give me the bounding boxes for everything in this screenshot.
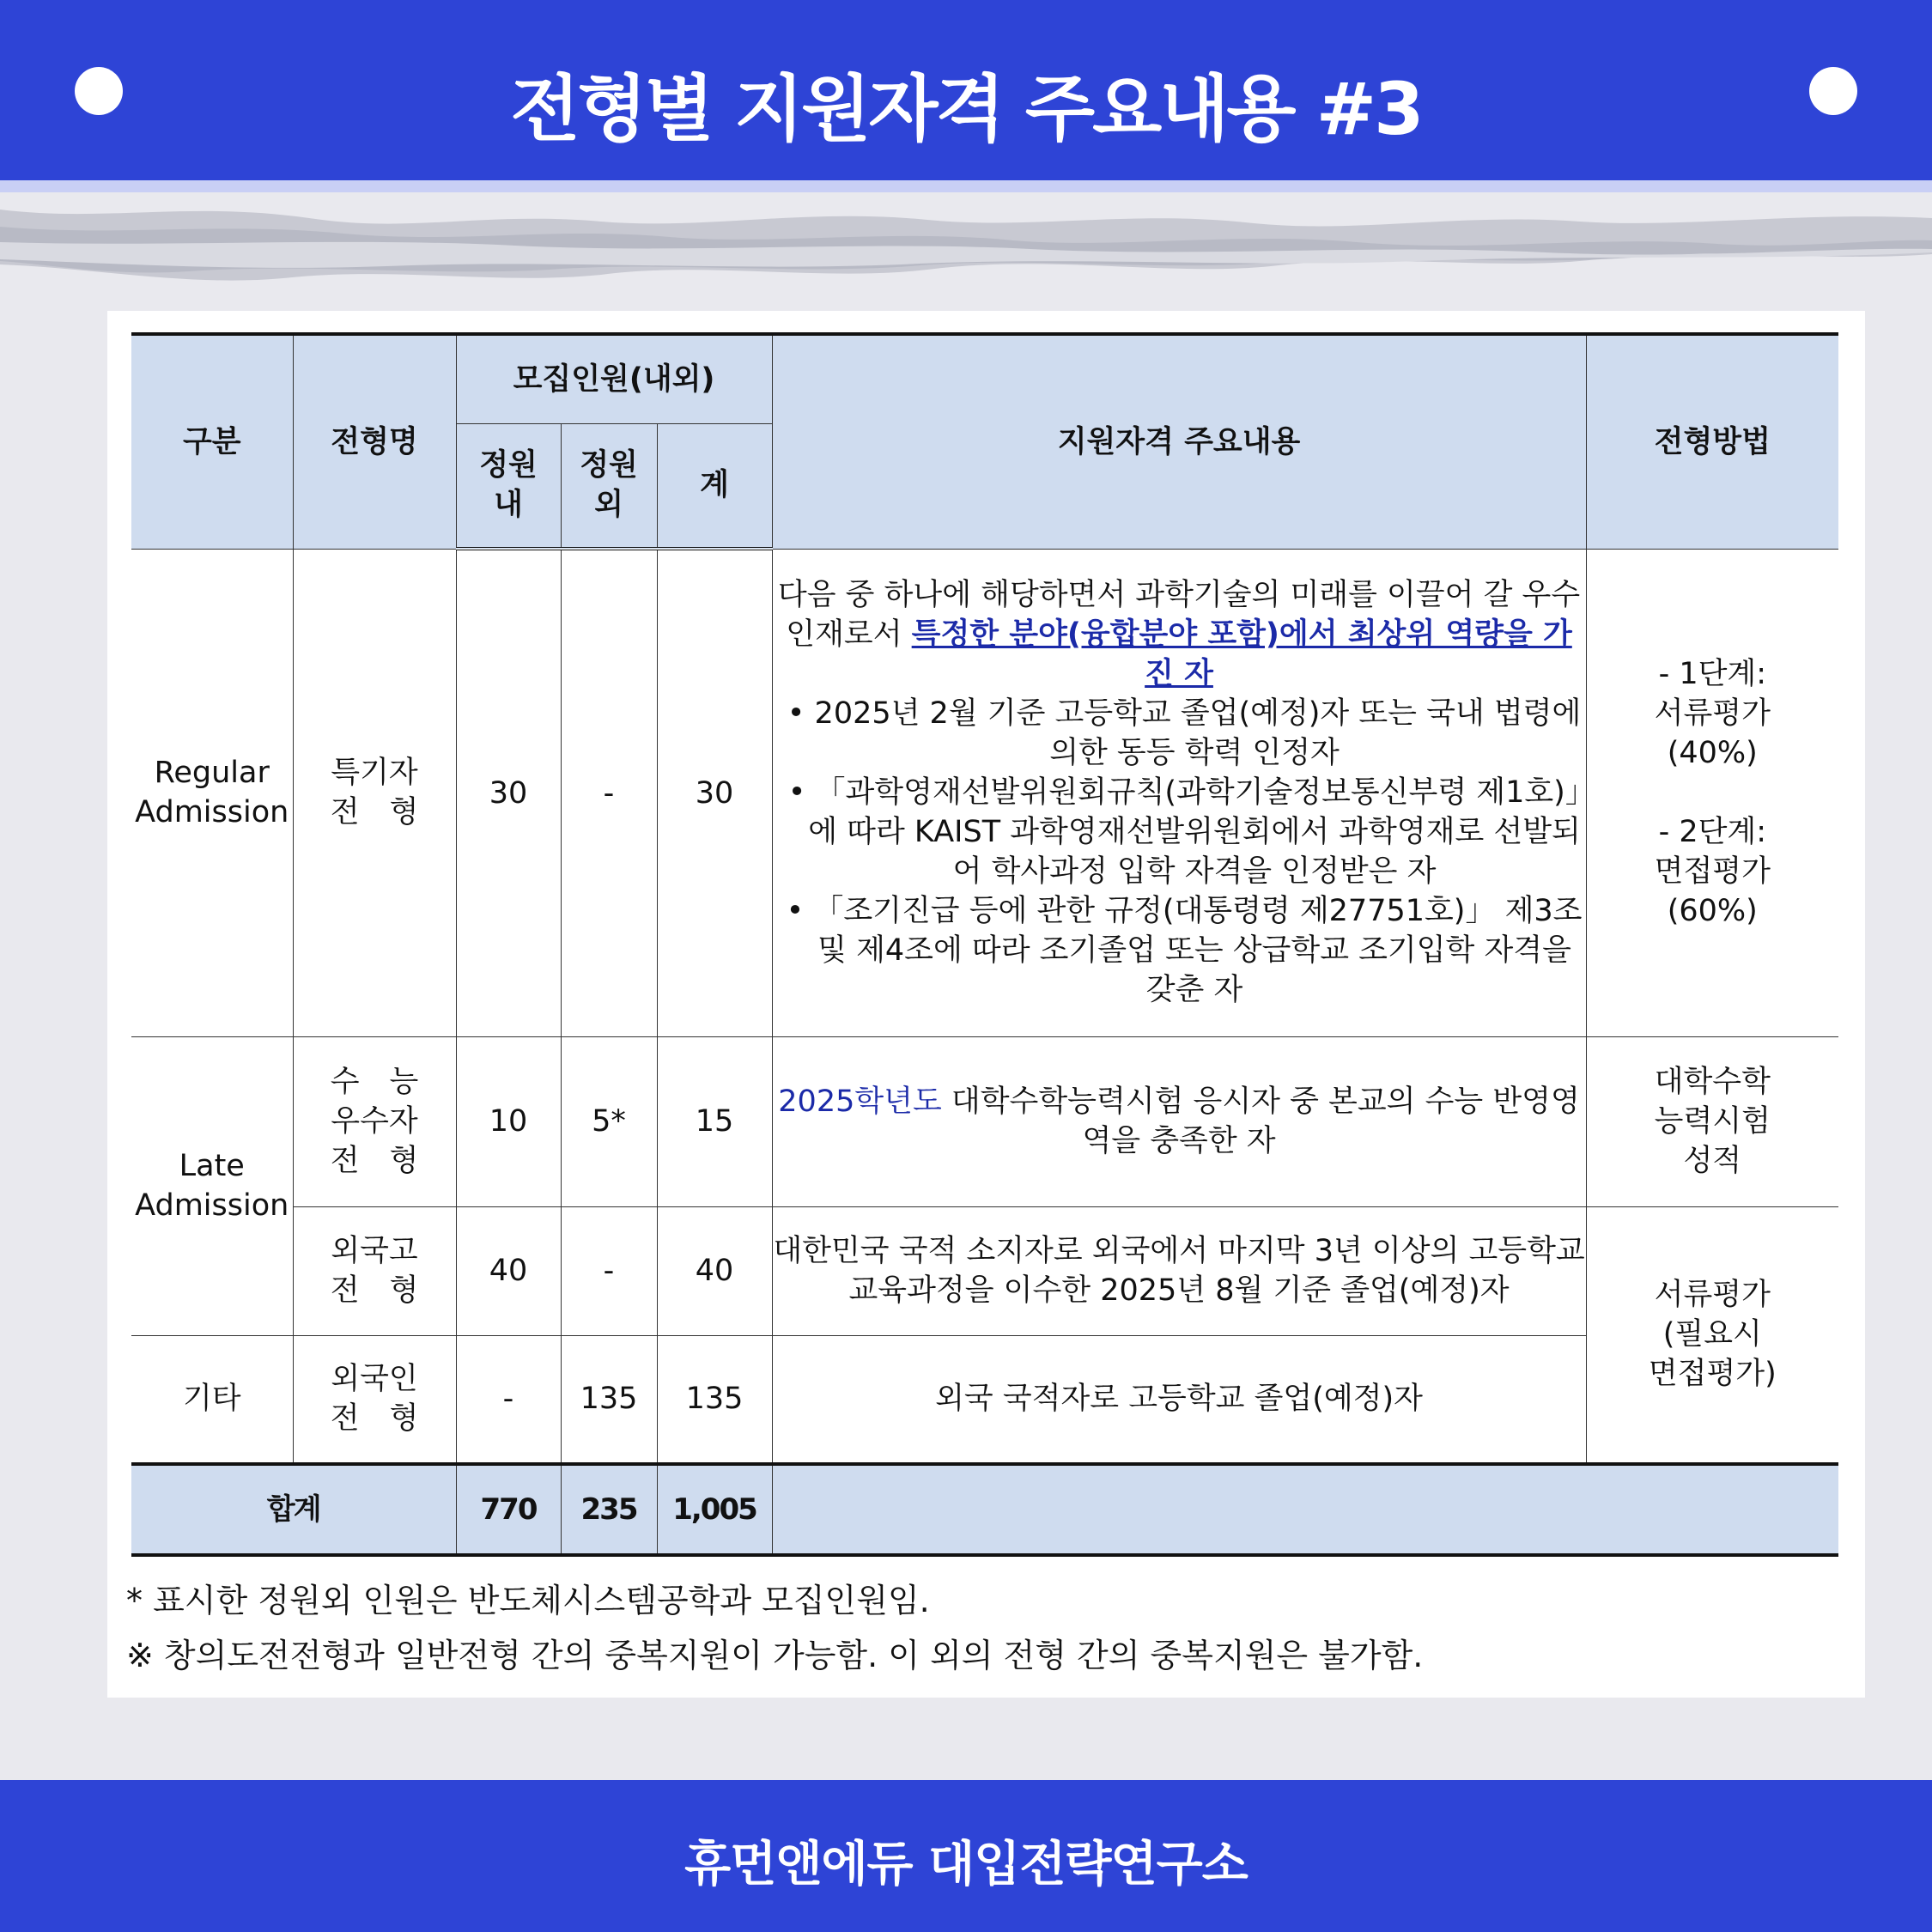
admission-table — [131, 332, 1838, 1557]
qual-year: 2025학년도 — [778, 1084, 942, 1119]
total-quota-total: 1,005 — [657, 1464, 772, 1555]
row-quota-total: 135 — [657, 1335, 772, 1464]
torn-paper-decoration — [0, 192, 1932, 304]
header-quota-group: 모집인원(내외) — [456, 334, 772, 423]
header-bar — [0, 0, 1932, 180]
qual-highlight: 특정한 분야(융합분야 포함)에서 최상위 역량을 가진 자 — [911, 617, 1572, 691]
qual-bullet: 「과학영재선발위원회규칙(과학기술정보통신부령 제1호)」에 따라 KAIST 과학영재선발위원회에서 과학영재로 선발되어 학사과정 입학 자격을 인정받은 자 — [808, 775, 1581, 889]
header-quota-in: 정원 내 — [456, 423, 561, 549]
footer-bar — [0, 1780, 1932, 1932]
qual-bullet: 「조기진급 등에 관한 규정(대통령령 제27751호)」 제3조 및 제4조에 따라 조기졸업 또는 상급학교 조기입학 자격을 갖춘 자 — [813, 894, 1583, 1007]
row-category: Late Admission — [131, 1036, 293, 1335]
row-quota-out: - — [561, 1206, 657, 1335]
header-category: 구분 — [131, 334, 293, 549]
row-qualification: 외국 국적자로 고등학교 졸업(예정)자 — [772, 1335, 1586, 1464]
row-track: 특기자 전 형 — [293, 549, 456, 1036]
total-quota-out: 235 — [561, 1464, 657, 1555]
row-category: 기타 — [131, 1335, 293, 1464]
row-qualification: 다음 중 하나에 해당하면서 과학기술의 미래를 이끌어 갈 우수인재로서 특정한 분야(융합분야 포함)에서 최상위 역량을 가진 자 • 2025년 2월 기준 고등학교 졸업(예정)자 또는 국내 법령에 의한 동등 학력 인정자 • 「과학영재선발위원회규칙(과학기술정보통신부령 제1호)」에 따라 KAIST 과학영재선발위원회에서 과학영재로 선발되어 학사과정 입학 자격을 인정받은 자 • 「조기진급 등에 관한 규정(대통령령 제27751호)」 제3조 및 제4조에 따라 조기졸업 또는 상급학교 조기입학 자격을 갖춘 자 — [772, 549, 1586, 1036]
header-strip — [0, 180, 1932, 192]
row-method: - 1단계: 서류평가 (40%) - 2단계: 면접평가 (60%) — [1586, 549, 1838, 1036]
row-track: 수 능 우수자 전 형 — [293, 1036, 456, 1206]
table-row — [131, 1206, 1838, 1335]
row-track: 외국인 전 형 — [293, 1335, 456, 1464]
row-quota-total: 15 — [657, 1036, 772, 1206]
row-quota-in: 30 — [456, 549, 561, 1036]
footnote: * 표시한 정원외 인원은 반도체시스템공학과 모집인원임. — [126, 1582, 930, 1619]
row-quota-total: 40 — [657, 1206, 772, 1335]
row-quota-out: 5* — [561, 1036, 657, 1206]
page-title: 전형별 지원자격 주요내용 #3 — [510, 67, 1422, 151]
row-quota-out: - — [561, 549, 657, 1036]
table-row — [131, 549, 1838, 1036]
row-quota-in: 10 — [456, 1036, 561, 1206]
row-quota-total: 30 — [657, 549, 772, 1036]
row-quota-in: 40 — [456, 1206, 561, 1335]
table-row — [131, 1036, 1838, 1206]
row-quota-in: - — [456, 1335, 561, 1464]
footnotes — [126, 1573, 1844, 1683]
header-track: 전형명 — [293, 334, 456, 549]
total-label: 합계 — [131, 1464, 456, 1555]
decorative-dot-right — [1809, 67, 1857, 115]
qual-intro: 다음 중 하나에 해당하면서 과학기술의 미래를 이끌어 갈 우수인재로서 — [777, 578, 1581, 652]
row-category: Regular Admission — [131, 549, 293, 1036]
row-method: 대학수학 능력시험 성적 — [1586, 1036, 1838, 1206]
row-track: 외국고 전 형 — [293, 1206, 456, 1335]
content-panel — [107, 311, 1865, 1698]
header-quota-total: 계 — [657, 423, 772, 549]
total-quota-in: 770 — [456, 1464, 561, 1555]
footnote: ※ 창의도전전형과 일반전형 간의 중복지원이 가능함. 이 외의 전형 간의 중복지원은 불가함. — [126, 1637, 1424, 1674]
row-method: 서류평가 (필요시 면접평가) — [1586, 1206, 1838, 1464]
header-qualification: 지원자격 주요내용 — [772, 334, 1586, 549]
qual-text: 대학수학능력시험 응시자 중 본교의 수능 반영영역을 충족한 자 — [941, 1084, 1580, 1158]
row-quota-out: 135 — [561, 1335, 657, 1464]
header-method: 전형방법 — [1586, 334, 1838, 549]
qual-bullet: 2025년 2월 기준 고등학교 졸업(예정)자 또는 국내 법령에 의한 동등 학력 인정자 — [814, 696, 1582, 770]
row-qualification — [772, 1036, 1586, 1206]
footer-brand: 휴먼앤에듀 대입전략연구소 — [684, 1837, 1248, 1893]
total-empty — [772, 1464, 1838, 1555]
header-quota-out: 정원 외 — [561, 423, 657, 549]
row-qualification: 대한민국 국적 소지자로 외국에서 마지막 3년 이상의 고등학교 교육과정을 이수한 2025년 8월 기준 졸업(예정)자 — [772, 1206, 1586, 1335]
table-row — [131, 1335, 1838, 1464]
total-row — [131, 1464, 1838, 1555]
